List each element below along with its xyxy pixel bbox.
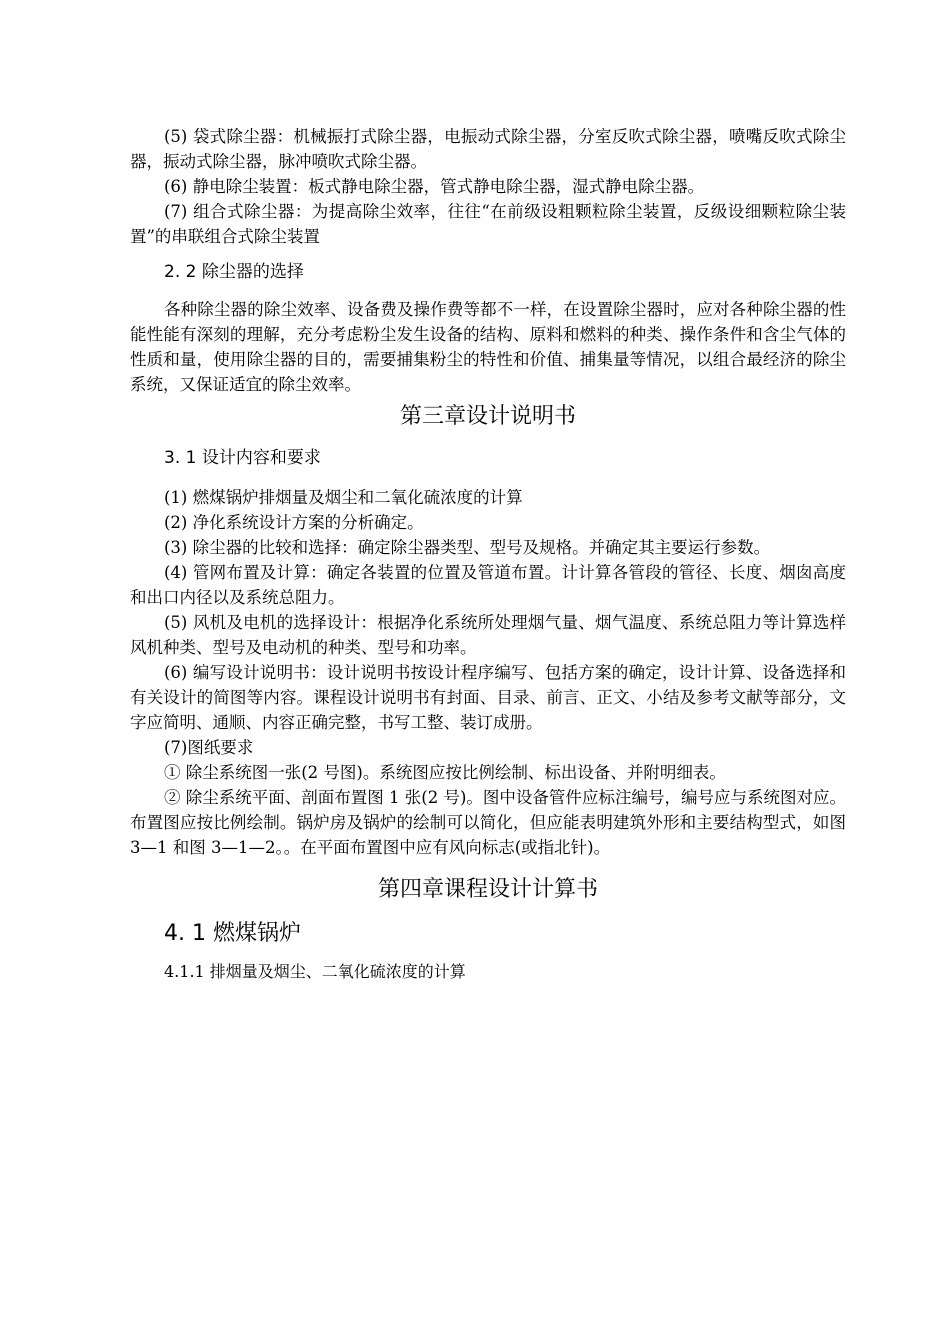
subsection-heading-4-1-1: 4.1.1 排烟量及烟尘、二氧化硫浓度的计算 xyxy=(164,962,466,981)
design-item-3: (3) 除尘器的比较和选择：确定除尘器类型、型号及规格。并确定其主要运行参数。 xyxy=(164,538,771,557)
chapter-4-title: 第四章课程设计计算书 xyxy=(377,877,598,902)
list-item-5-bag-filter: (5) 袋式除尘器：机械振打式除尘器，电振动式除尘器，分室反吹式除尘器，喷嘴反吹式除尘器，振动式除尘器，脉冲喷吹式除尘器。 xyxy=(130,127,846,171)
drawing-req-2: ② 除尘系统平面、剖面布置图 1 张(2 号)。图中设备管件应标注编号，编号应与系统图对应。布置图应按比例绘制。锅炉房及锅炉的绘制可以简化，但应能表明建筑外形和主要结构型式，如图 3—1 和图 3—1—2。。在平面布置图中应有风向标志(或指北针)。 xyxy=(130,788,846,857)
list-item-6-electrostatic: (6) 静电除尘装置：板式静电除尘器，管式静电除尘器，湿式静电除尘器。 xyxy=(164,177,705,196)
design-item-7: (7)图纸要求 xyxy=(164,738,254,757)
design-item-5: (5) 风机及电机的选择设计：根据净化系统所处理烟气量、烟气温度、系统总阻力等计算选样风机种类、型号及电动机的种类、型号和功率。 xyxy=(130,613,846,657)
chapter-3-title: 第三章设计说明书 xyxy=(399,404,576,429)
drawing-req-1: ① 除尘系统图一张(2 号图)。系统图应按比例绘制、标出设备、并附明细表。 xyxy=(164,763,726,782)
design-item-2: (2) 净化系统设计方案的分析确定。 xyxy=(164,513,424,532)
design-item-6: (6) 编写设计说明书：设计说明书按设计程序编写、包括方案的确定，设计计算、设备选择和有关设计的简图等内容。课程设计说明书有封面、目录、前言、正文、小结及参考文献等部分，文字应简明、通顺、内容正确完整，书写工整、装订成册。 xyxy=(130,663,846,732)
section-heading-4-1: 4. 1 燃煤锅炉 xyxy=(164,921,301,946)
design-item-1: (1) 燃煤锅炉排烟量及烟尘和二氧化硫浓度的计算 xyxy=(164,488,523,507)
page-content xyxy=(130,124,846,984)
list-item-7-combined: (7) 组合式除尘器：为提高除尘效率，往往“在前级设粗颗粒除尘装置，反级设细颗粒除尘装置”的串联组合式除尘装置 xyxy=(130,202,846,246)
section-2-2-body: 各种除尘器的除尘效率、设备费及操作费等都不一样，在设置除尘器时，应对各种除尘器的性能性能有深刻的理解，充分考虑粉尘发生设备的结构、原料和燃料的种类、操作条件和含尘气体的性质和量，使用除尘器的目的，需要捕集粉尘的特性和价值、捕集量等情况，以组合最经济的除尘系统，又保证适宜的除尘效率。 xyxy=(130,300,846,394)
section-heading-2-2: 2. 2 除尘器的选择 xyxy=(164,262,304,282)
section-heading-3-1: 3. 1 设计内容和要求 xyxy=(164,448,321,468)
design-item-4: (4) 管网布置及计算：确定各装置的位置及管道布置。计计算各管段的管径、长度、烟囱高度和出口内径以及系统总阻力。 xyxy=(130,563,846,607)
